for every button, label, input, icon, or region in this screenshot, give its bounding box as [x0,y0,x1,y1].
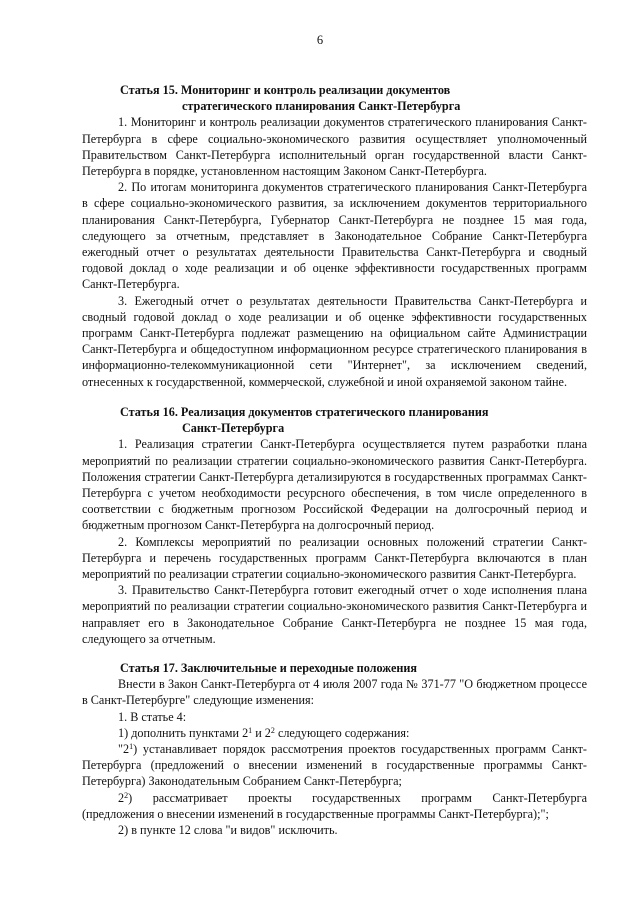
article-heading: Статья 17. Заключительные и переходные положения [120,661,417,675]
paragraph: 2. По итогам мониторинга документов стратегического планирования Санкт-Петербурга в сфере социально-экономического развития, за исключением документов территориального планирования Санкт-Петербурга, Губернатор Санкт-Петербурга не позднее 15 мая года, следующего за отчетным, представляет в Законодательное Собрание Санкт-Петербурга ежегодный отчет о результатах деятельности Правительства Санкт-Петербурга и сводный годовой доклад о ходе реализации и об оценке эффективности государственных программ Санкт-Петербурга. [82,180,587,292]
paragraph: 3. Ежегодный отчет о результатах деятельности Правительства Санкт-Петербурга и сводный годовой доклад о ходе реализации и об оценке эффективности государственных программ Санкт-Петербурга подлежат размещению на официальном сайте Администрации Санкт-Петербурга и общедоступном информационном ресурсе стратегического планирования в информационно-телекоммуникационной сети "Интернет", за исключением сведений, отнесенных к государственной, коммерческой, служебной и иной охраняемой законом тайне. [82,293,587,389]
text-run: "2 [118,742,130,757]
quoted-item [82,741,587,790]
superscript: 1 [248,725,253,735]
superscript: 1 [129,742,134,752]
text-run: следующего содержания: [274,725,410,740]
text-run: и 2 [252,725,271,740]
text-run: ) рассматривает проекты государственных программ Санкт-Петербурга [128,790,587,805]
page-number: 6 [316,33,324,47]
list-item [82,725,587,741]
quoted-item-continuation: (предложения о внесении изменений в государственные программы Санкт-Петербурга);"; [82,806,549,821]
article-heading [82,404,587,436]
heading-line-2: стратегического планирования Санкт-Петербурга [182,99,461,114]
paragraph: 3. Правительство Санкт-Петербурга готовит ежегодный отчет о ходе исполнения плана мероприятий по реализации стратегии социально-экономического развития Санкт-Петербурга и направляет его в Законодательное Собрание Санкт-Петербурга не позднее 15 мая года, следующего за отчетным. [82,583,587,646]
article-15 [82,82,587,390]
paragraph: 2. Комплексы мероприятий по реализации основных положений стратегии Санкт-Петербурга и перечень государственных программ Санкт-Петербурга включаются в план мероприятий по реализации стратегии социально-экономического развития Санкт-Петербурга. [82,534,587,582]
paragraph: Внести в Закон Санкт-Петербурга от 4 июля 2007 года № 371-77 "О бюджетном процессе в Санкт-Петербурге" следующие изменения: [82,677,587,708]
text-run: 2 [118,790,125,805]
heading-line-2: Санкт-Петербурга [182,421,285,436]
text-run: 1) дополнить пунктами 2 [118,725,249,740]
quoted-item [82,790,587,806]
list-item: 2) в пункте 12 слова "и видов" исключить. [118,823,338,838]
heading-line-1: Статья 16. Реализация документов стратегического планирования [120,405,489,419]
list-item: 1. В статье 4: [118,709,187,724]
superscript: 2 [124,790,129,800]
text-run: ) устанавливает порядок рассмотрения проектов государственных программ Санкт-Петербурга (предложений о внесении изменений в государственные программы Санкт-Петербурга) Законодательным Собранием Санкт-Петербурга; [82,742,587,789]
paragraph: 1. Мониторинг и контроль реализации документов стратегического планирования Санкт-Петербурга в сфере социально-экономического развития осуществляет уполномоченный Правительством Санкт-Петербурга исполнительный орган государственной власти Санкт-Петербурга в порядке, установленном настоящим Законом Санкт-Петербурга. [82,115,587,179]
article-heading [82,82,587,114]
paragraph: 1. Реализация стратегии Санкт-Петербурга осуществляется путем разработки плана мероприятий по реализации стратегии социально-экономического развития Санкт-Петербурга. Положения стратегии Санкт-Петербурга детализируются в государственных программах Санкт-Петербурга с учетом необходимости ресурсного обеспечения, в том числе определенного в соответствии с бюджетным прогнозом Российской Федерации на долгосрочный период и бюджетным прогнозом Санкт-Петербурга на долгосрочный период. [82,437,587,533]
superscript: 2 [270,725,275,735]
heading-line-1: Статья 15. Мониторинг и контроль реализации документов [120,83,451,97]
article-16 [82,404,587,647]
article-17 [82,660,587,838]
